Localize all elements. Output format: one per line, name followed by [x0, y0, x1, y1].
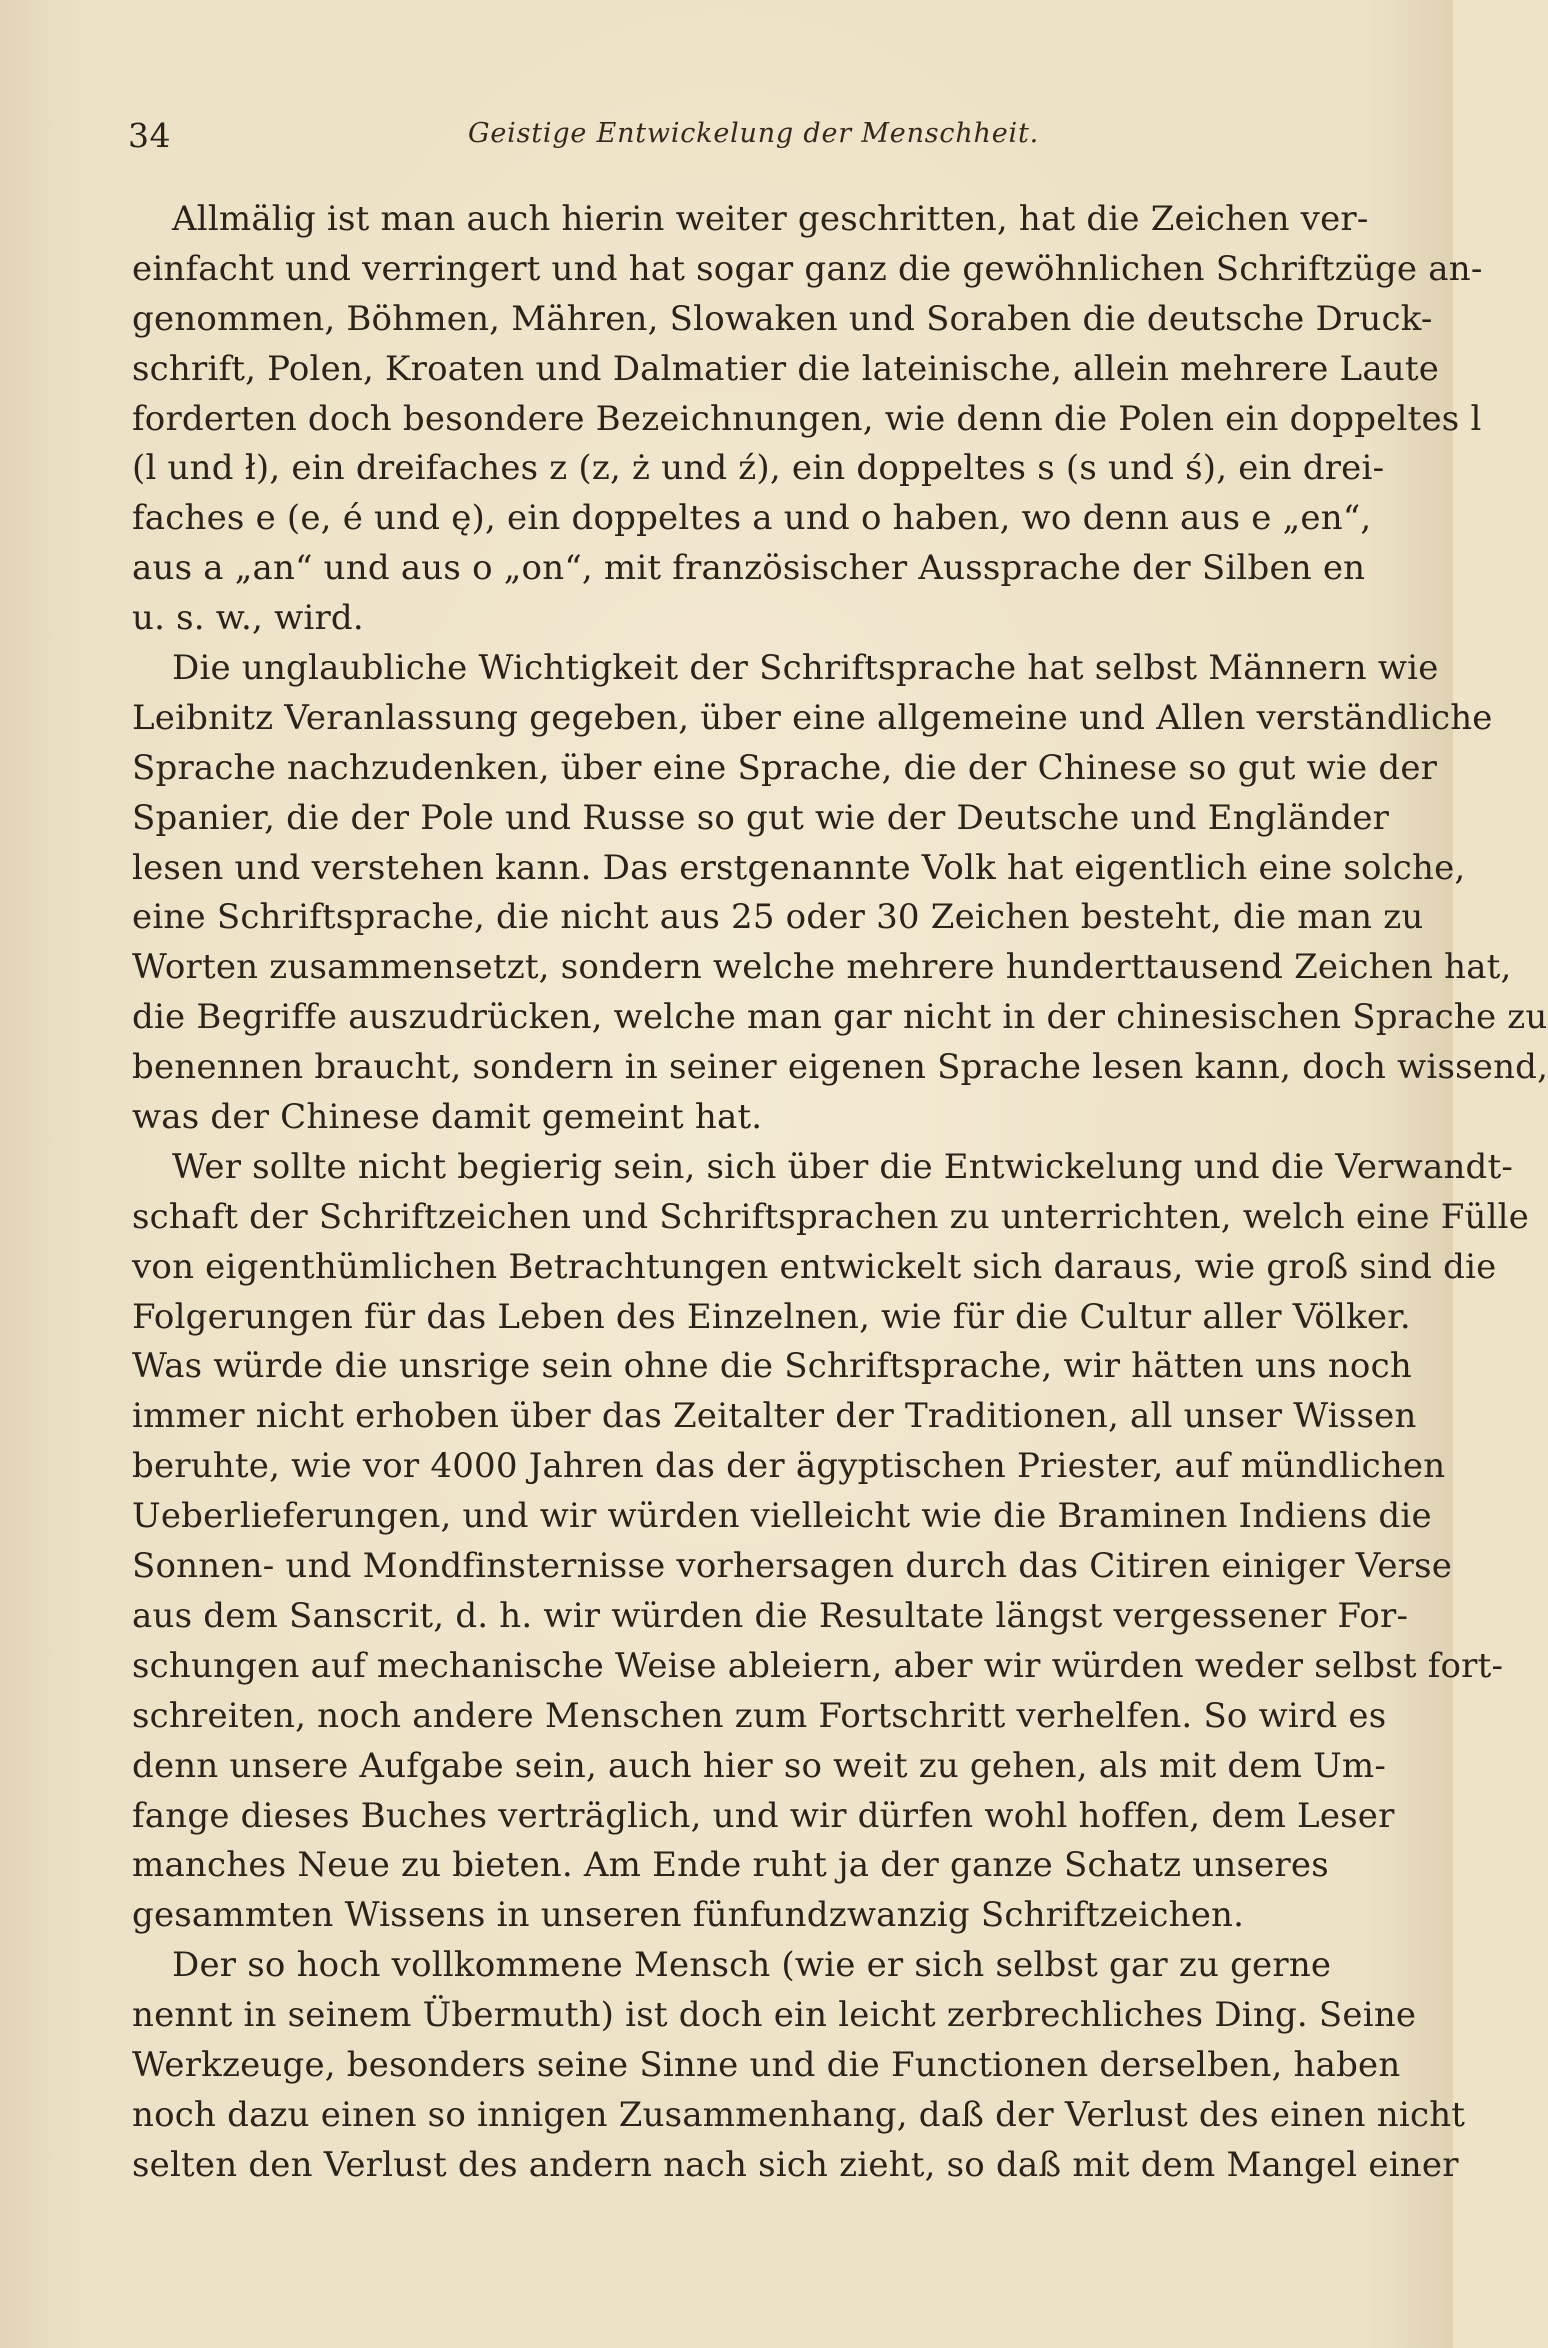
text-line: lesen und verstehen kann. Das erstgenannte Volk hat eigentlich eine solche, — [132, 847, 1466, 888]
text-line: aus a „an“ und aus o „on“, mit französischer Aussprache der Silben en — [132, 548, 1366, 589]
text-line: beruhte, wie vor 4000 Jahren das der ägyptischen Priester, auf mündlichen — [132, 1446, 1446, 1487]
text-line: denn unsere Aufgabe sein, auch hier so weit zu gehen, als mit dem Um- — [132, 1745, 1387, 1786]
page-header — [128, 112, 1398, 162]
text-line: selten den Verlust des andern nach sich zieht, so daß mit dem Mangel einer — [132, 2144, 1459, 2185]
text-line: Spanier, die der Pole und Russe so gut wie der Deutsche und Engländer — [132, 797, 1390, 838]
text-line: was der Chinese damit gemeint hat. — [132, 1097, 763, 1138]
text-line: benennen braucht, sondern in seiner eigenen Sprache lesen kann, doch wissend, — [132, 1047, 1548, 1088]
text-line: Ueberlieferungen, und wir würden vielleicht wie die Braminen Indiens die — [132, 1496, 1432, 1537]
text-line: u. s. w., wird. — [132, 598, 364, 639]
text-line: noch dazu einen so innigen Zusammenhang, daß der Verlust des einen nicht — [132, 2094, 1466, 2135]
text-line: fange dieses Buches verträglich, und wir dürfen wohl hoffen, dem Leser — [132, 1795, 1395, 1836]
running-title: Geistige Entwickelung der Menschheit. — [468, 118, 1039, 149]
body-text — [132, 195, 1548, 2191]
text-line: Leibnitz Veranlassung gegeben, über eine allgemeine und Allen verständliche — [132, 697, 1493, 738]
text-line: Allmälig ist man auch hierin weiter geschritten, hat die Zeichen ver- — [172, 199, 1369, 239]
text-line: Was würde die unsrige sein ohne die Schriftsprache, wir hätten uns noch — [132, 1346, 1412, 1387]
page-number: 34 — [128, 116, 171, 155]
text-line: forderten doch besondere Bezeichnungen, wie denn die Polen ein doppeltes l — [132, 398, 1482, 439]
text-line: schreiten, noch andere Menschen zum Fortschritt verhelfen. So wird es — [132, 1695, 1387, 1736]
text-line: nennt in seinem Übermuth) ist doch ein leicht zerbrechliches Ding. Seine — [132, 1995, 1417, 2036]
text-line: Worten zusammensetzt, sondern welche mehrere hunderttausend Zeichen hat, — [132, 947, 1512, 988]
text-line: schrift, Polen, Kroaten und Dalmatier die lateinische, allein mehrere Laute — [132, 348, 1440, 389]
text-line: Sprache nachzudenken, über eine Sprache, die der Chinese so gut wie der — [132, 747, 1438, 788]
text-line: Folgerungen für das Leben des Einzelnen, wie für die Cultur aller Völker. — [132, 1296, 1411, 1337]
text-line: einfacht und verringert und hat sogar ganz die gewöhnlichen Schriftzüge an- — [132, 248, 1483, 289]
text-line: faches e (e, é und ę), ein doppeltes a und o haben, wo denn aus e „en“, — [132, 498, 1372, 539]
text-line: die Begriffe auszudrücken, welche man gar nicht in der chinesischen Sprache zu — [132, 997, 1548, 1038]
text-line: immer nicht erhoben über das Zeitalter der Traditionen, all unser Wissen — [132, 1396, 1417, 1437]
text-line: (l und ł), ein dreifaches z (z, ż und ź), ein doppeltes s (s und ś), ein drei- — [132, 448, 1385, 489]
text-line: Werkzeuge, besonders seine Sinne und die Functionen derselben, haben — [132, 2044, 1401, 2085]
text-line: schaft der Schriftzeichen und Schriftsprachen zu unterrichten, welch eine Fülle — [132, 1196, 1530, 1237]
text-line: genommen, Böhmen, Mähren, Slowaken und Soraben die deutsche Druck- — [132, 298, 1433, 339]
text-line: gesammten Wissens in unseren fünfundzwanzig Schriftzeichen. — [132, 1895, 1245, 1936]
text-line: schungen auf mechanische Weise ableiern, aber wir würden weder selbst fort- — [132, 1645, 1504, 1686]
text-line: von eigenthümlichen Betrachtungen entwickelt sich daraus, wie groß sind die — [132, 1246, 1497, 1287]
text-line: Der so hoch vollkommene Mensch (wie er sich selbst gar zu gerne — [172, 1945, 1332, 1986]
text-line: Die unglaubliche Wichtigkeit der Schriftsprache hat selbst Männern wie — [172, 648, 1439, 689]
text-line: aus dem Sanscrit, d. h. wir würden die Resultate längst vergessener For- — [132, 1595, 1409, 1636]
text-line: Sonnen- und Mondfinsternisse vorhersagen durch das Citiren einiger Verse — [132, 1546, 1453, 1587]
text-line: eine Schriftsprache, die nicht aus 25 oder 30 Zeichen besteht, die man zu — [132, 897, 1424, 938]
text-line: manches Neue zu bieten. Am Ende ruht ja der ganze Schatz unseres — [132, 1845, 1329, 1886]
text-line: Wer sollte nicht begierig sein, sich über die Entwickelung und die Verwandt- — [172, 1146, 1514, 1187]
